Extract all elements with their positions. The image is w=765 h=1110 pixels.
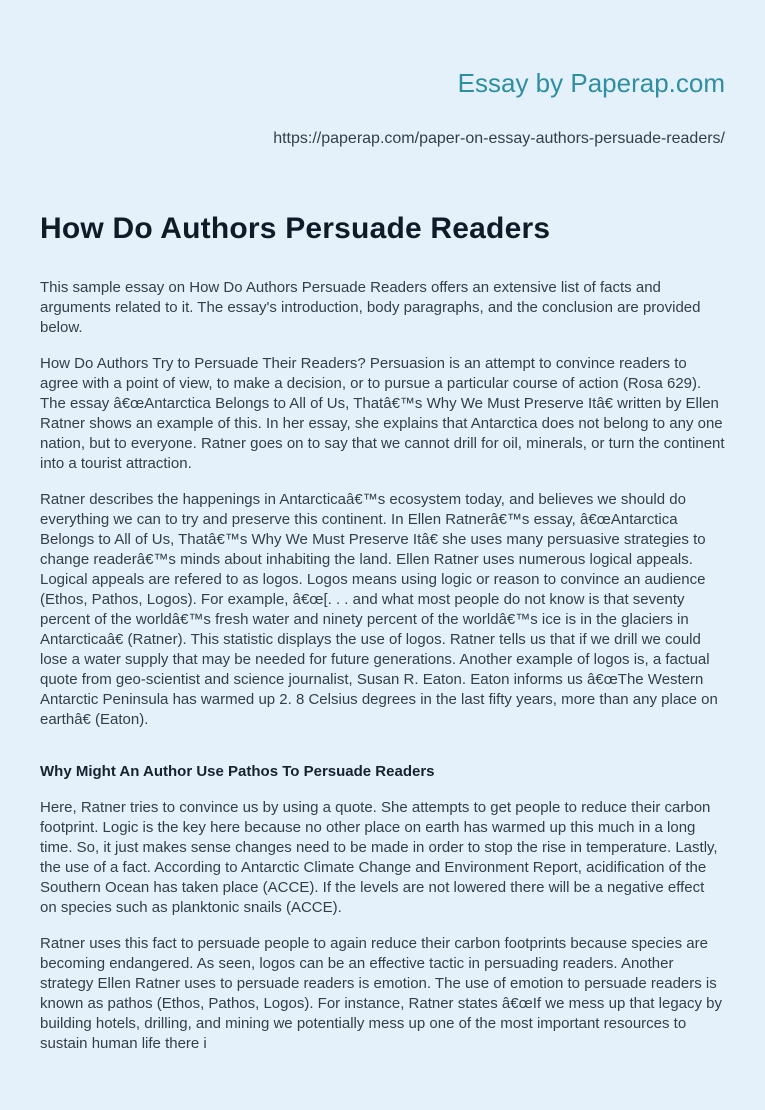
source-url-link[interactable]: https://paperap.com/paper-on-essay-authors-persuade-readers/ — [273, 130, 725, 148]
essay-title: How Do Authors Persuade Readers — [40, 212, 551, 246]
section-subheading: Why Might An Author Use Pathos To Persuade Readers — [40, 762, 435, 780]
body-paragraph: How Do Authors Try to Persuade Their Readers? Persuasion is an attempt to convince readers to agree with a point of view, to make a decision, or to pursue a particular course of action (Rosa 629). The essay â€œAntarctica Belongs to All of Us, Thatâ€™s Why We Must Preserve Itâ€ written by Ellen Ratner shows an example of this. In her essay, she explains that Antarctica does not belong to any one nation, but to everyone. Ratner goes on to say that we cannot drill for oil, minerals, or turn the continent into a tourist attraction. — [40, 354, 725, 472]
body-paragraph: Ratner uses this fact to persuade people to again reduce their carbon footprints because species are becoming endangered. As seen, logos can be an effective tactic in persuading readers. Another strategy Ellen Ratner uses to persuade readers is emotion. The use of emotion to persuade readers is known as pathos (Ethos, Pathos, Logos). For instance, Ratner states â€œIf we mess up that legacy by building hotels, drilling, and mining we potentially mess up one of the most important resources to sustain human life there i — [40, 934, 723, 1052]
body-paragraph: Here, Ratner tries to convince us by using a quote. She attempts to get people to reduce their carbon footprint. Logic is the key here because no other place on earth has warmed up this much in a long time. So, it just makes sense changes need to be made in order to stop the rise in temperature. Lastly, the use of a fact. According to Antarctic Climate Change and Environment Report, acidification of the Southern Ocean has taken place (ACCE). If the levels are not lowered there will be a negative effect on species such as planktonic snails (ACCE). — [40, 798, 718, 916]
body-paragraph: Ratner describes the happenings in Antarcticaâ€™s ecosystem today, and believes we should do everything we can to try and preserve this continent. In Ellen Ratnerâ€™s essay, â€œAntarctica Belongs to All of Us, Thatâ€™s Why We Must Preserve Itâ€ she uses many persuasive strategies to change readerâ€™s minds about inhabiting the land. Ellen Ratner uses numerous logical appeals. Logical appeals are refered to as logos. Logos means using logic or reason to convince an audience (Ethos, Pathos, Logos). For example, â€œ[. . . and what most people do not know is that seventy percent of the worldâ€™s fresh water and ninety percent of the worldâ€™s ice is in the glaciers in Antarcticaâ€ (Ratner). This statistic displays the use of logos. Ratner tells us that if we drill we could lose a water supply that may be needed for future generations. Another example of logos is, a factual quote from geo-scientist and science journalist, Susan R. Eaton. Eaton informs us â€œThe Western Antarctic Peninsula has warmed up 2. 8 Celsius degrees in the last fifty years, more than any place on earthâ€ (Eaton). — [40, 490, 718, 728]
intro-paragraph: This sample essay on How Do Authors Persuade Readers offers an extensive list of facts and arguments related to it. The essay's introduction, body paragraphs, and the conclusion are provided below. — [40, 278, 701, 336]
brand-heading: Essay by Paperap.com — [457, 68, 725, 98]
